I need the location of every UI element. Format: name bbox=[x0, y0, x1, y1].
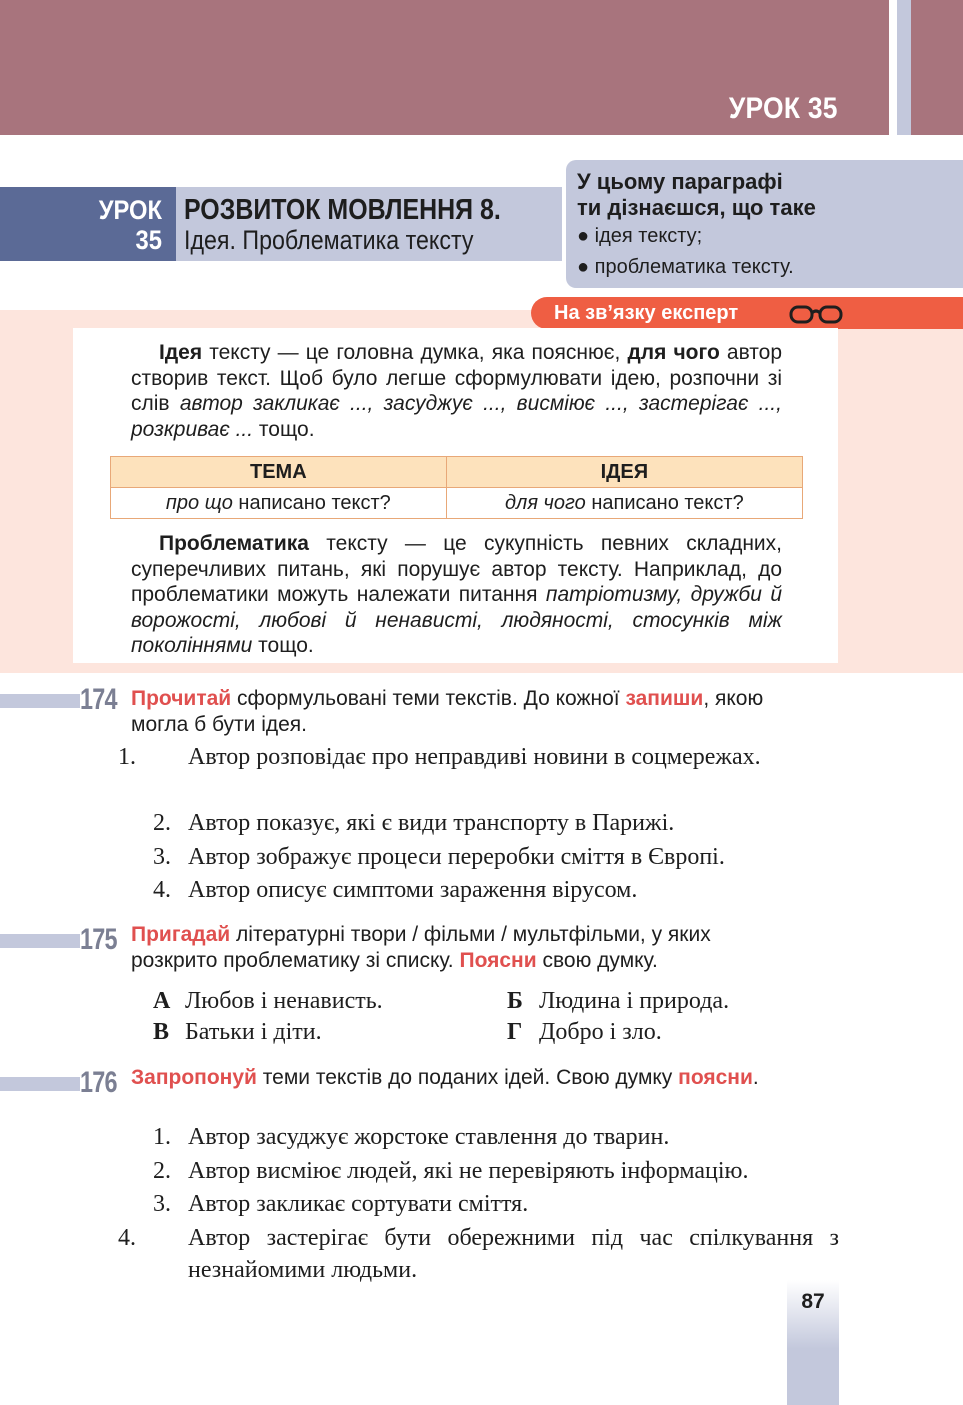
idea-definition: Ідея тексту — це головна думка, яка пояснює, для чого автор створив текст. Щоб було легше сформулювати ідею, розпочни зі слів автор закликає ..., засуджує ..., висміює ..., застерігає ..., розкриває ... тощо. bbox=[131, 341, 783, 441]
option-item: Б Людина і природа. bbox=[507, 988, 730, 1014]
goals-bullet: ● ідея тексту; bbox=[577, 225, 703, 247]
list-item: 1. Автор розповідає про неправдиві новини в соцмережах. bbox=[118, 744, 761, 770]
list-item: 4. Автор описує симптоми зараження вірусом. bbox=[153, 877, 638, 903]
goals-bullet: ● проблематика тексту. bbox=[577, 256, 794, 278]
exercise-marker-bar bbox=[0, 934, 80, 948]
lesson-badge-number: 35 bbox=[135, 225, 162, 255]
header-lesson-label: УРОК 35 bbox=[729, 92, 838, 125]
lesson-badge bbox=[0, 187, 176, 261]
lesson-title: РОЗВИТОК МОВЛЕННЯ 8. bbox=[184, 194, 501, 226]
table-cell-theme: про що написано текст? bbox=[111, 488, 447, 519]
problematics-definition: Проблематика тексту — це сукупність певних складних, суперечливих питань, які порушує автор тексту. Наприклад, до проблематики можуть належати питання патріотизму, дружби й ворожості, любові й ненависті, людяності, стосунків між поколіннями тощо. bbox=[131, 532, 782, 657]
exercise-176-instruction: Запропонуй теми текстів до поданих ідей. Свою думку поясни. bbox=[131, 1066, 759, 1089]
learning-goals-box bbox=[566, 160, 963, 288]
goals-heading-2: ти дізнаєшся, що таке bbox=[577, 195, 816, 220]
term-problematics: Проблематика bbox=[159, 532, 309, 555]
header-strip-edge bbox=[911, 0, 963, 135]
lesson-subtitle: Ідея. Проблематика тексту bbox=[184, 225, 474, 255]
theme-idea-table bbox=[110, 456, 803, 519]
exercise-number-176: 176 bbox=[80, 1066, 117, 1099]
list-item: 3. Автор зображує процеси переробки сміття в Європі. bbox=[153, 844, 725, 870]
list-item: 2. Автор висміює людей, які не перевіряють інформацію. bbox=[153, 1158, 749, 1184]
expert-banner-label: На зв’язку експерт bbox=[554, 302, 739, 324]
page-number: 87 bbox=[787, 1280, 839, 1405]
option-item: Г Добро і зло. bbox=[507, 1019, 662, 1045]
exercise-175-instruction: Пригадай літературні твори / фільми / мультфільми, у яких розкрито проблематику зі списку. Поясни свою думку. bbox=[131, 923, 711, 972]
list-item: 3. Автор закликає сортувати сміття. bbox=[153, 1191, 529, 1217]
exercise-marker-bar bbox=[0, 1077, 80, 1091]
exercise-number-174: 174 bbox=[80, 683, 117, 716]
term-idea: Ідея bbox=[159, 341, 203, 364]
expert-banner bbox=[531, 297, 963, 329]
header-strip bbox=[897, 0, 911, 135]
glasses-icon bbox=[789, 303, 843, 325]
table-header-theme: ТЕМА bbox=[111, 457, 447, 488]
table-header-idea: ІДЕЯ bbox=[446, 457, 802, 488]
lesson-badge-word: УРОК bbox=[98, 195, 162, 225]
exercise-number-175: 175 bbox=[80, 923, 117, 956]
option-item: В Батьки і діти. bbox=[153, 1019, 322, 1045]
goals-heading-1: У цьому параграфі bbox=[577, 169, 783, 194]
exercise-marker-bar bbox=[0, 694, 80, 708]
list-item: 1. Автор засуджує жорстоке ставлення до тварин. bbox=[153, 1124, 670, 1150]
list-item: 2. Автор показує, які є види транспорту в Парижі. bbox=[153, 810, 675, 836]
list-item: 4. Автор застерігає бути обережними під час спілкування з незнайомими людьми. bbox=[118, 1225, 839, 1283]
option-item: А Любов і ненависть. bbox=[153, 988, 383, 1014]
lesson-title-panel bbox=[176, 187, 562, 261]
exercise-174-instruction: Прочитай сформульовані теми текстів. До кожної запиши, якою могла б бути ідея. bbox=[131, 687, 764, 736]
table-cell-idea: для чого написано текст? bbox=[446, 488, 802, 519]
